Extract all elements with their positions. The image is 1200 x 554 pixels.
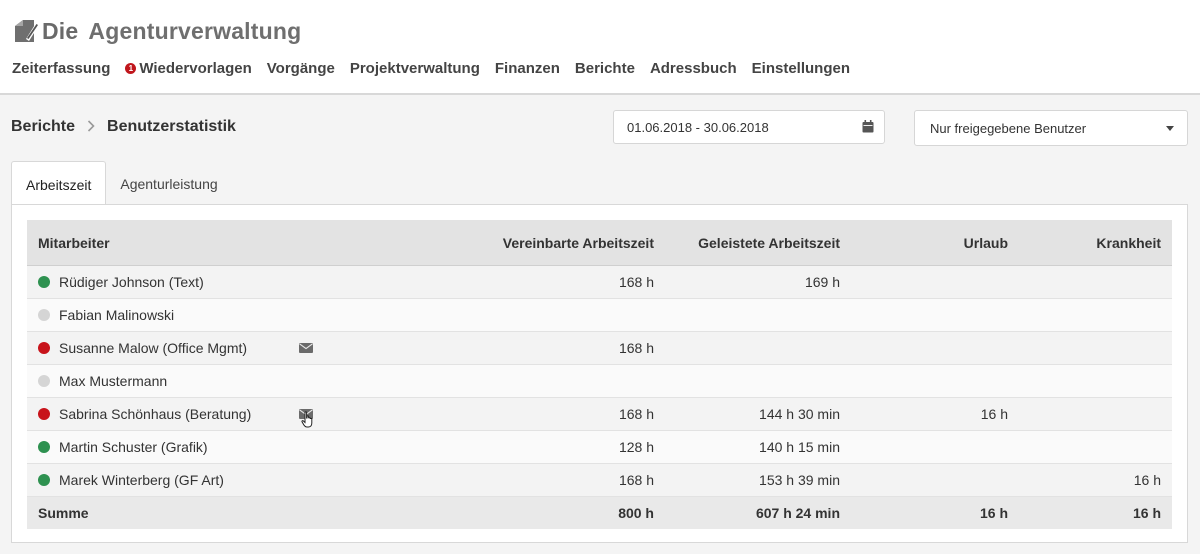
employee-cell [27,431,299,464]
header-vereinbarte-arbeitszeit[interactable]: Vereinbarte Arbeitszeit [313,220,665,266]
employee-cell [27,464,299,497]
vacation-hours [851,332,1019,365]
mail-cell [299,266,313,299]
table-row[interactable] [27,266,1172,299]
employee-name[interactable]: Martin Schuster (Grafik) [59,439,208,455]
agreed-hours: 128 h [313,431,665,464]
table-row[interactable] [27,365,1172,398]
header-mail [299,220,313,266]
employee-name[interactable]: Fabian Malinowski [59,307,175,323]
app-title [42,18,301,45]
nav-item-projektverwaltung[interactable] [350,60,480,77]
status-dot [38,474,50,486]
logo-die: Die [42,17,79,44]
nav-item-label: Adressbuch [649,60,737,77]
agreed-hours: 168 h [313,398,665,431]
logo-name: Agenturverwaltung [88,17,302,44]
status-dot [38,375,50,387]
mail-cell [299,398,313,431]
status-dot [38,276,50,288]
employee-cell [27,398,299,431]
vacation-hours [851,299,1019,332]
agreed-hours: 168 h [313,266,665,299]
breadcrumb-current: Benutzerstatistik [107,118,236,135]
table-row[interactable] [27,332,1172,365]
nav-item-label: Zeiterfassung [12,60,111,77]
tab-agenturleistung[interactable]: Agenturleistung [120,176,218,192]
document-pen-icon [12,17,40,45]
employee-cell [27,332,299,365]
mail-cell [299,299,313,332]
mail-cell [299,332,313,365]
sum-mail-cell [299,497,313,530]
table-header-row [27,220,1172,266]
sum-sick: 16 h [1019,497,1172,530]
header-krankheit[interactable]: Krankheit [1019,220,1172,266]
sick-hours [1019,266,1172,299]
nav-item-adressbuch[interactable] [650,60,737,77]
main-nav [12,60,865,77]
date-range-value: 01.06.2018 - 30.06.2018 [627,120,769,135]
employee-name[interactable]: Sabrina Schönhaus (Beratung) [59,406,252,422]
nav-item-label: Einstellungen [751,60,850,77]
agreed-hours [313,365,665,398]
employee-cell [27,299,299,332]
nav-item-label: Projektverwaltung [349,60,480,77]
table-row[interactable] [27,431,1172,464]
mail-cell [299,464,313,497]
chevron-right-icon [87,119,95,135]
table-row[interactable] [27,299,1172,332]
date-range-input[interactable] [613,110,885,144]
nav-item-label: Vorgänge [266,60,335,77]
header-urlaub[interactable]: Urlaub [851,220,1019,266]
worked-hours [665,299,851,332]
vacation-hours: 16 h [851,398,1019,431]
top-bar [0,0,1200,95]
nav-item-einstellungen[interactable] [752,60,850,77]
header-mitarbeiter[interactable]: Mitarbeiter [27,220,299,266]
nav-item-label: Finanzen [494,60,560,77]
agreed-hours: 168 h [313,464,665,497]
breadcrumb-parent[interactable]: Berichte [11,118,76,135]
sick-hours: 16 h [1019,464,1172,497]
nav-item-wiedervorlagen[interactable] [125,60,251,77]
worked-hours [665,332,851,365]
nav-item-zeiterfassung[interactable] [12,60,110,77]
worked-hours [665,365,851,398]
mail-cell [299,365,313,398]
worked-hours: 140 h 15 min [665,431,851,464]
user-filter-value: Nur freigegebene Benutzer [930,121,1087,136]
agreed-hours: 168 h [313,332,665,365]
agreed-hours [313,299,665,332]
sum-row [27,497,1172,530]
nav-item-finanzen[interactable] [495,60,560,77]
vacation-hours [851,266,1019,299]
sum-agreed: 800 h [313,497,665,530]
hand-pointer-icon [301,411,315,428]
employee-cell [27,266,299,299]
sick-hours [1019,431,1172,464]
tab-arbeitszeit[interactable]: Arbeitszeit [11,161,106,205]
table-row[interactable] [27,398,1172,431]
employee-name[interactable]: Marek Winterberg (GF Art) [59,472,224,488]
notification-badge: 1 [125,63,136,74]
tab-bar [11,161,232,204]
header-geleistete-arbeitszeit[interactable]: Geleistete Arbeitszeit [665,220,851,266]
worked-hours: 169 h [665,266,851,299]
status-dot [38,342,50,354]
mail-cell [299,431,313,464]
vacation-hours [851,431,1019,464]
sick-hours [1019,299,1172,332]
worked-hours: 153 h 39 min [665,464,851,497]
nav-item-vorg-nge[interactable] [267,60,335,77]
sick-hours [1019,365,1172,398]
vacation-hours [851,464,1019,497]
user-statistics-table [27,220,1172,529]
calendar-icon[interactable] [862,120,874,133]
employee-cell [27,365,299,398]
nav-item-berichte[interactable] [575,60,635,77]
breadcrumb [11,118,236,136]
sum-label: Summe [27,497,299,530]
employee-name[interactable]: Rüdiger Johnson (Text) [59,274,204,290]
sick-hours [1019,398,1172,431]
status-dot [38,309,50,321]
employee-name[interactable]: Max Mustermann [59,373,168,389]
employee-name[interactable]: Susanne Malow (Office Mgmt) [59,340,248,356]
sum-vacation: 16 h [851,497,1019,530]
app-logo[interactable] [12,16,301,46]
table-row[interactable] [27,464,1172,497]
tab-panel [11,204,1188,543]
vacation-hours [851,365,1019,398]
sum-worked: 607 h 24 min [665,497,851,530]
nav-item-label: Wiedervorlagen [139,60,252,77]
sick-hours [1019,332,1172,365]
user-filter-select[interactable] [914,110,1188,146]
worked-hours: 144 h 30 min [665,398,851,431]
chevron-down-icon [1166,126,1174,131]
status-dot [38,408,50,420]
status-dot [38,441,50,453]
envelope-icon[interactable] [299,343,313,353]
nav-item-label: Berichte [574,60,635,77]
